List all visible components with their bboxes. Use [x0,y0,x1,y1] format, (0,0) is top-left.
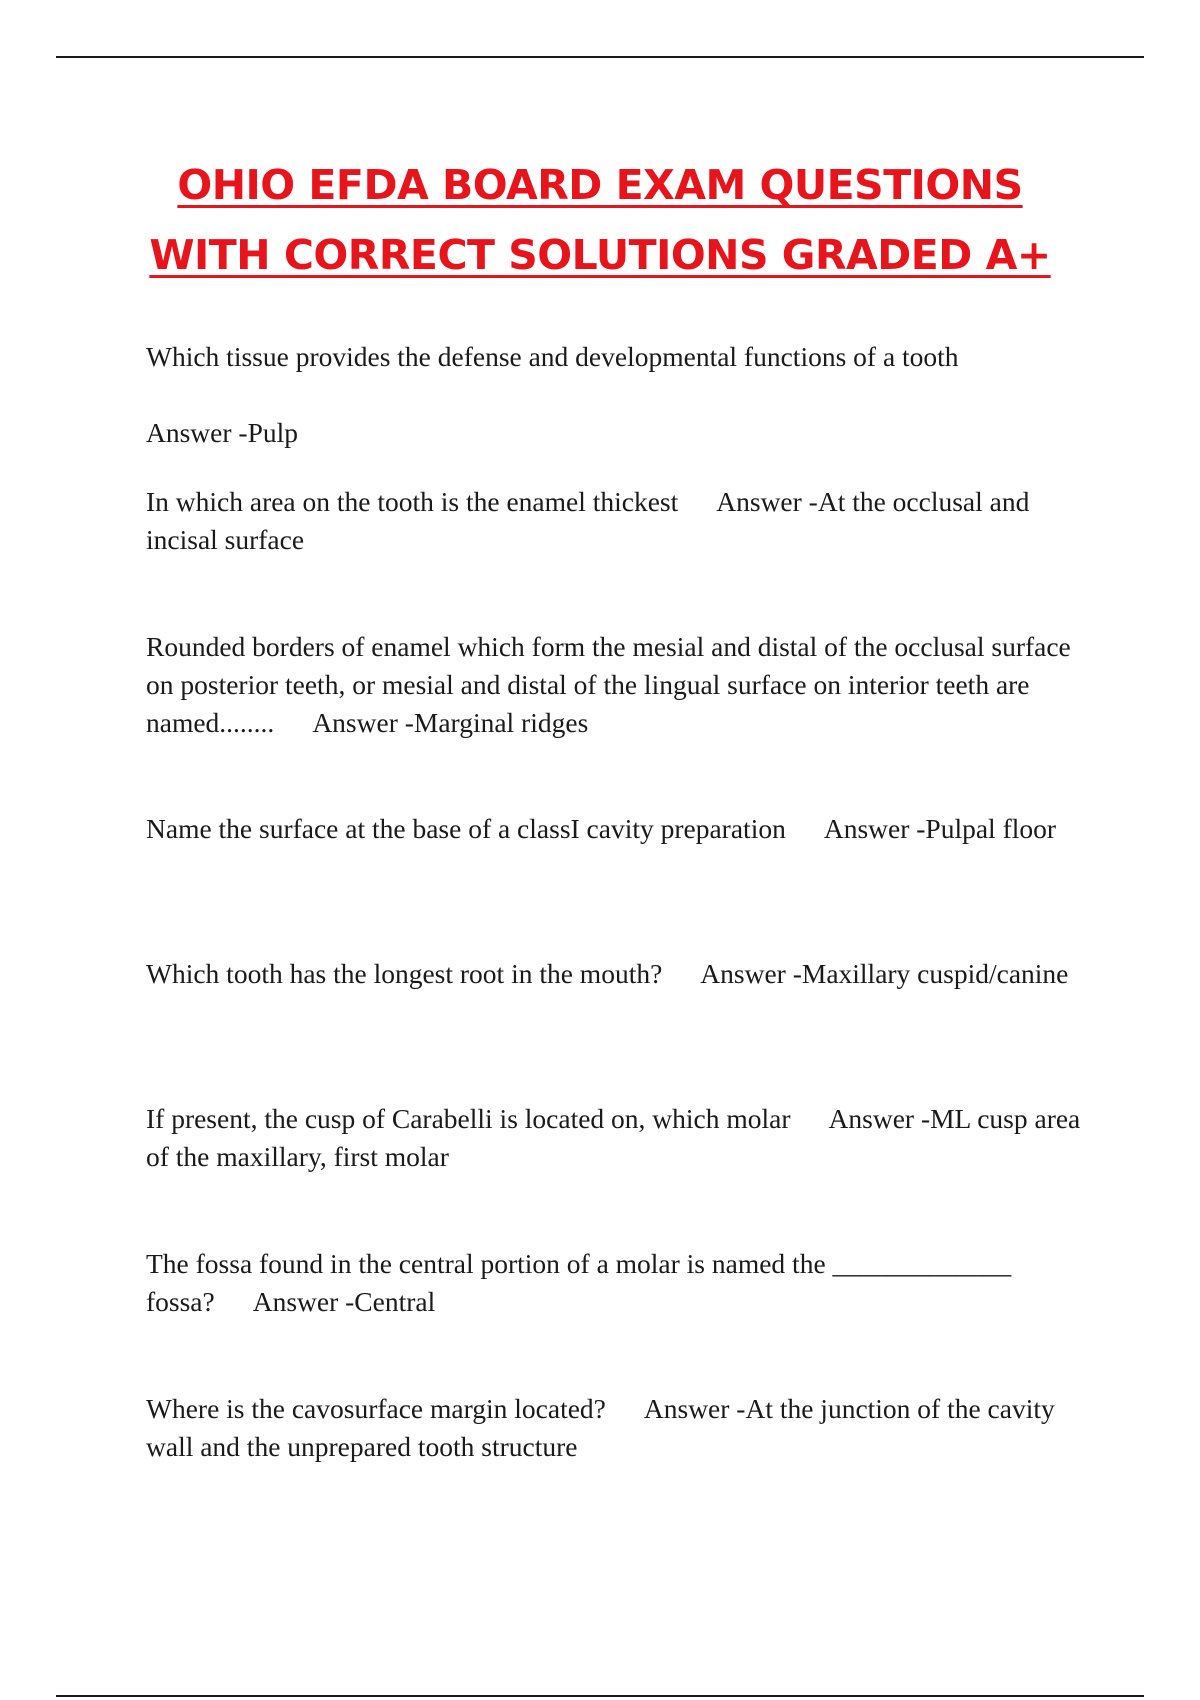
answer-text: Answer -Central [252,1286,436,1317]
qa-item [146,1207,1086,1321]
question-text: If present, the cusp of Carabelli is located on, which molar [146,1103,791,1134]
question-text: Where is the cavosurface margin located? [146,1393,606,1424]
title-line-2: WITH CORRECT SOLUTIONS GRADED A+ [149,231,1051,279]
qa-item [146,1062,1086,1176]
question-text: In which area on the tooth is the enamel thickest [146,486,679,517]
answer-text: Answer -At the junction of the cavity wall and the unprepared tooth structure [146,1393,1055,1462]
qa-item [146,1352,1086,1466]
question-text: The fossa found in the central portion of a molar is named the _____________ fossa? [146,1248,1012,1317]
question-text: Which tooth has the longest root in the mouth? [146,958,663,989]
qa-item [146,590,1086,742]
question-text: Which tissue provides the defense and developmental functions of a tooth [146,341,959,372]
qa-item [146,445,1086,559]
answer-text: Answer -Pulp [146,417,299,448]
answer-text: Answer -Marginal ridges [312,707,589,738]
answer-text: Answer -ML cusp area of the maxillary, first molar [146,1103,1081,1172]
question-text: Rounded borders of enamel which form the mesial and distal of the occlusal surface on posterior teeth, or mesial and distal of the lingual surface on interior teeth are named........ [146,631,1071,738]
answer-text: Answer -At the occlusal and incisal surface [146,486,1030,555]
answer-text: Answer -Maxillary cuspid/canine [700,958,1069,989]
top-rule [56,56,1144,58]
bottom-rule [56,1695,1144,1697]
qa-item [146,772,1086,848]
title-line-1: OHIO EFDA BOARD EXAM QUESTIONS [177,161,1023,209]
answer-text: Answer -Pulpal floor [823,813,1057,844]
qa-item [146,917,1086,993]
qa-item [146,300,1086,452]
question-text: Name the surface at the base of a classI cavity preparation [146,813,786,844]
document-title [100,150,1100,290]
